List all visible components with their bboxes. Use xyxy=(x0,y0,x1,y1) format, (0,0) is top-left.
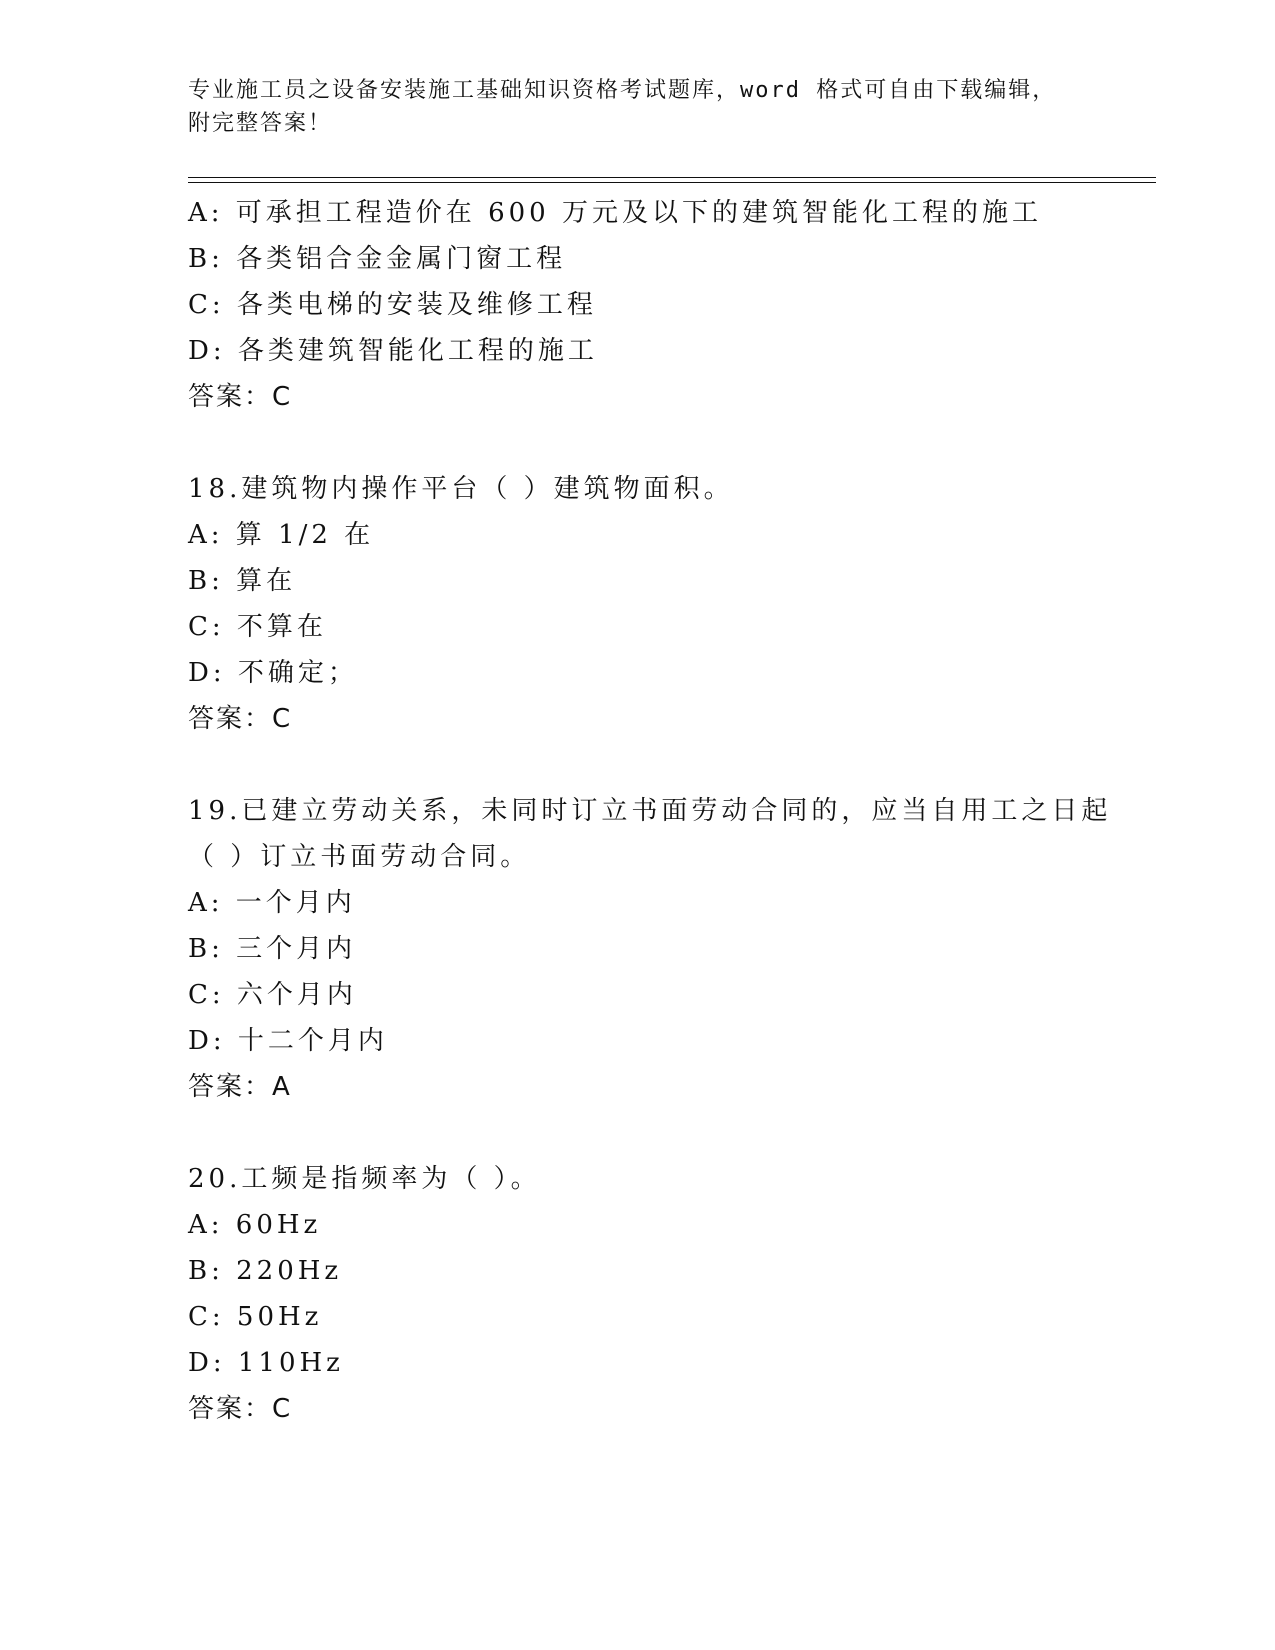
answer-option: D: 各类建筑智能化工程的施工 xyxy=(188,336,598,366)
question-block xyxy=(188,466,1148,742)
answer-option: B: 各类铝合金金属门窗工程 xyxy=(188,244,567,274)
answer-option: A: 算 1/2 在 xyxy=(188,520,375,550)
answer-key: 答案：C xyxy=(188,382,293,412)
question-block xyxy=(188,1156,1148,1432)
answer-option: C: 不算在 xyxy=(188,612,327,642)
header-title-line-2: 附完整答案！ xyxy=(188,111,333,136)
block-spacer xyxy=(188,742,1148,788)
question-list xyxy=(188,190,1148,1432)
header-divider-bottom xyxy=(188,182,1156,183)
answer-key: 答案：A xyxy=(188,1072,292,1102)
question-block xyxy=(188,190,1148,420)
answer-option: D: 不确定； xyxy=(188,658,358,688)
question-text: 18.建筑物内操作平台（ ）建筑物面积。 xyxy=(188,474,734,504)
answer-option: D: 十二个月内 xyxy=(188,1026,388,1056)
question-text: 20.工频是指频率为（ ）。 xyxy=(188,1164,541,1194)
answer-key: 答案：C xyxy=(188,704,293,734)
block-spacer xyxy=(188,420,1148,466)
answer-option: D: 110Hz xyxy=(188,1348,344,1378)
question-text: 19.已建立劳动关系，未同时订立书面劳动合同的，应当自用工之日起 xyxy=(188,796,1112,826)
answer-option: C: 各类电梯的安装及维修工程 xyxy=(188,290,597,320)
answer-option: A: 60Hz xyxy=(188,1210,322,1240)
answer-option: B: 220Hz xyxy=(188,1256,343,1286)
block-spacer xyxy=(188,1110,1148,1156)
question-text: （ ）订立书面劳动合同。 xyxy=(188,842,531,872)
answer-option: B: 三个月内 xyxy=(188,934,357,964)
answer-key: 答案：C xyxy=(188,1394,293,1424)
header-title-line-1: 专业施工员之设备安装施工基础知识资格考试题库，word 格式可自由下载编辑， xyxy=(188,78,1057,103)
document-header xyxy=(188,74,1088,140)
answer-option: C: 六个月内 xyxy=(188,980,357,1010)
answer-option: B: 算在 xyxy=(188,566,297,596)
question-block xyxy=(188,788,1148,1110)
answer-option: A: 一个月内 xyxy=(188,888,356,918)
answer-option: C: 50Hz xyxy=(188,1302,323,1332)
header-divider-top xyxy=(188,177,1156,178)
answer-option: A: 可承担工程造价在 600 万元及以下的建筑智能化工程的施工 xyxy=(188,198,1042,228)
